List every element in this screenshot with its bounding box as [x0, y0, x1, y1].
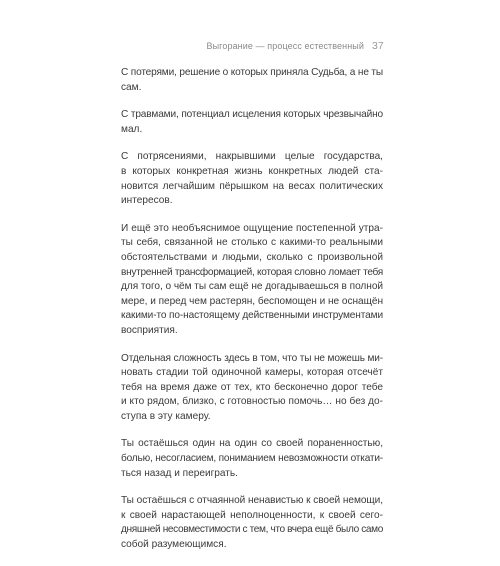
text-line: дняшней несовместимости с тем, что вчера ещё было само [121, 524, 383, 536]
text-line: восприятия. [121, 324, 178, 336]
text-line: болью, несогласием, пониманием невозможности откати- [121, 453, 383, 465]
text-line: внутренней трансформацией, которая словно ломает тебя [121, 266, 383, 278]
text-line: и кто рядом, близко, с готовностью помочь… но без до- [121, 396, 383, 408]
text-line: С потерями, решение о которых приняла Судьба, а не ты [121, 67, 383, 78]
text-line: мере, и перед чем растерян, беспомощен и не оснащён [121, 295, 383, 307]
running-title: Выгорание — процесс естественный [206, 41, 364, 51]
text-line: интересов. [121, 195, 173, 207]
text-line: ться назад и переиграть. [121, 467, 238, 479]
text-line: новать стадии той одиночной камеры, которая отсечёт [121, 367, 383, 379]
text-line: ты себя, связанной не столько с какими-то реальными [121, 237, 383, 249]
text-line: для того, о чём ты сам ещё не догадываешься в полной [121, 281, 383, 293]
text-line: тебя на время даже от тех, кто бесконечно дорог тебе [121, 381, 383, 393]
text-line: С травмами, потенциал исцеления которых чрезвычайно [121, 109, 383, 121]
text-line: в которых конкретная жизнь конкретных людей ста- [121, 165, 383, 177]
paragraph [121, 437, 383, 481]
text-line: И ещё это необъяснимое ощущение постепенной утра- [121, 222, 383, 234]
running-head [0, 41, 500, 55]
paragraph [121, 352, 383, 425]
text-line: Ты остаёшься один на один со своей пораненностью, [121, 438, 383, 450]
text-line: обстоятельствами и людьми, сколько с произвольной [121, 251, 383, 263]
paragraph [121, 222, 383, 339]
text-line: ступа в эту камеру. [121, 410, 211, 422]
paragraph [121, 66, 383, 95]
paragraph [121, 494, 383, 552]
page-number: 37 [372, 40, 384, 52]
text-line: к своей нарастающей неполноценности, к своей сего- [121, 509, 383, 521]
text-line: сам. [121, 81, 142, 93]
text-line: собой разумеющимся. [121, 539, 227, 551]
text-line: С потрясениями, накрывшими целые государства, [121, 151, 383, 163]
text-line: какими-то по-настоящему действенными инструментами [121, 310, 383, 322]
text-line: Отдельная сложность здесь в том, что ты не можешь ми- [121, 352, 383, 364]
text-line: Ты остаёшься с отчаянной ненавистью к своей немощи, [121, 495, 383, 507]
body-text [121, 66, 383, 566]
text-line: новится легчайшим пёрышком на весах политических [121, 180, 383, 192]
paragraph [121, 150, 383, 208]
paragraph [121, 108, 383, 137]
text-line: мал. [121, 123, 143, 135]
